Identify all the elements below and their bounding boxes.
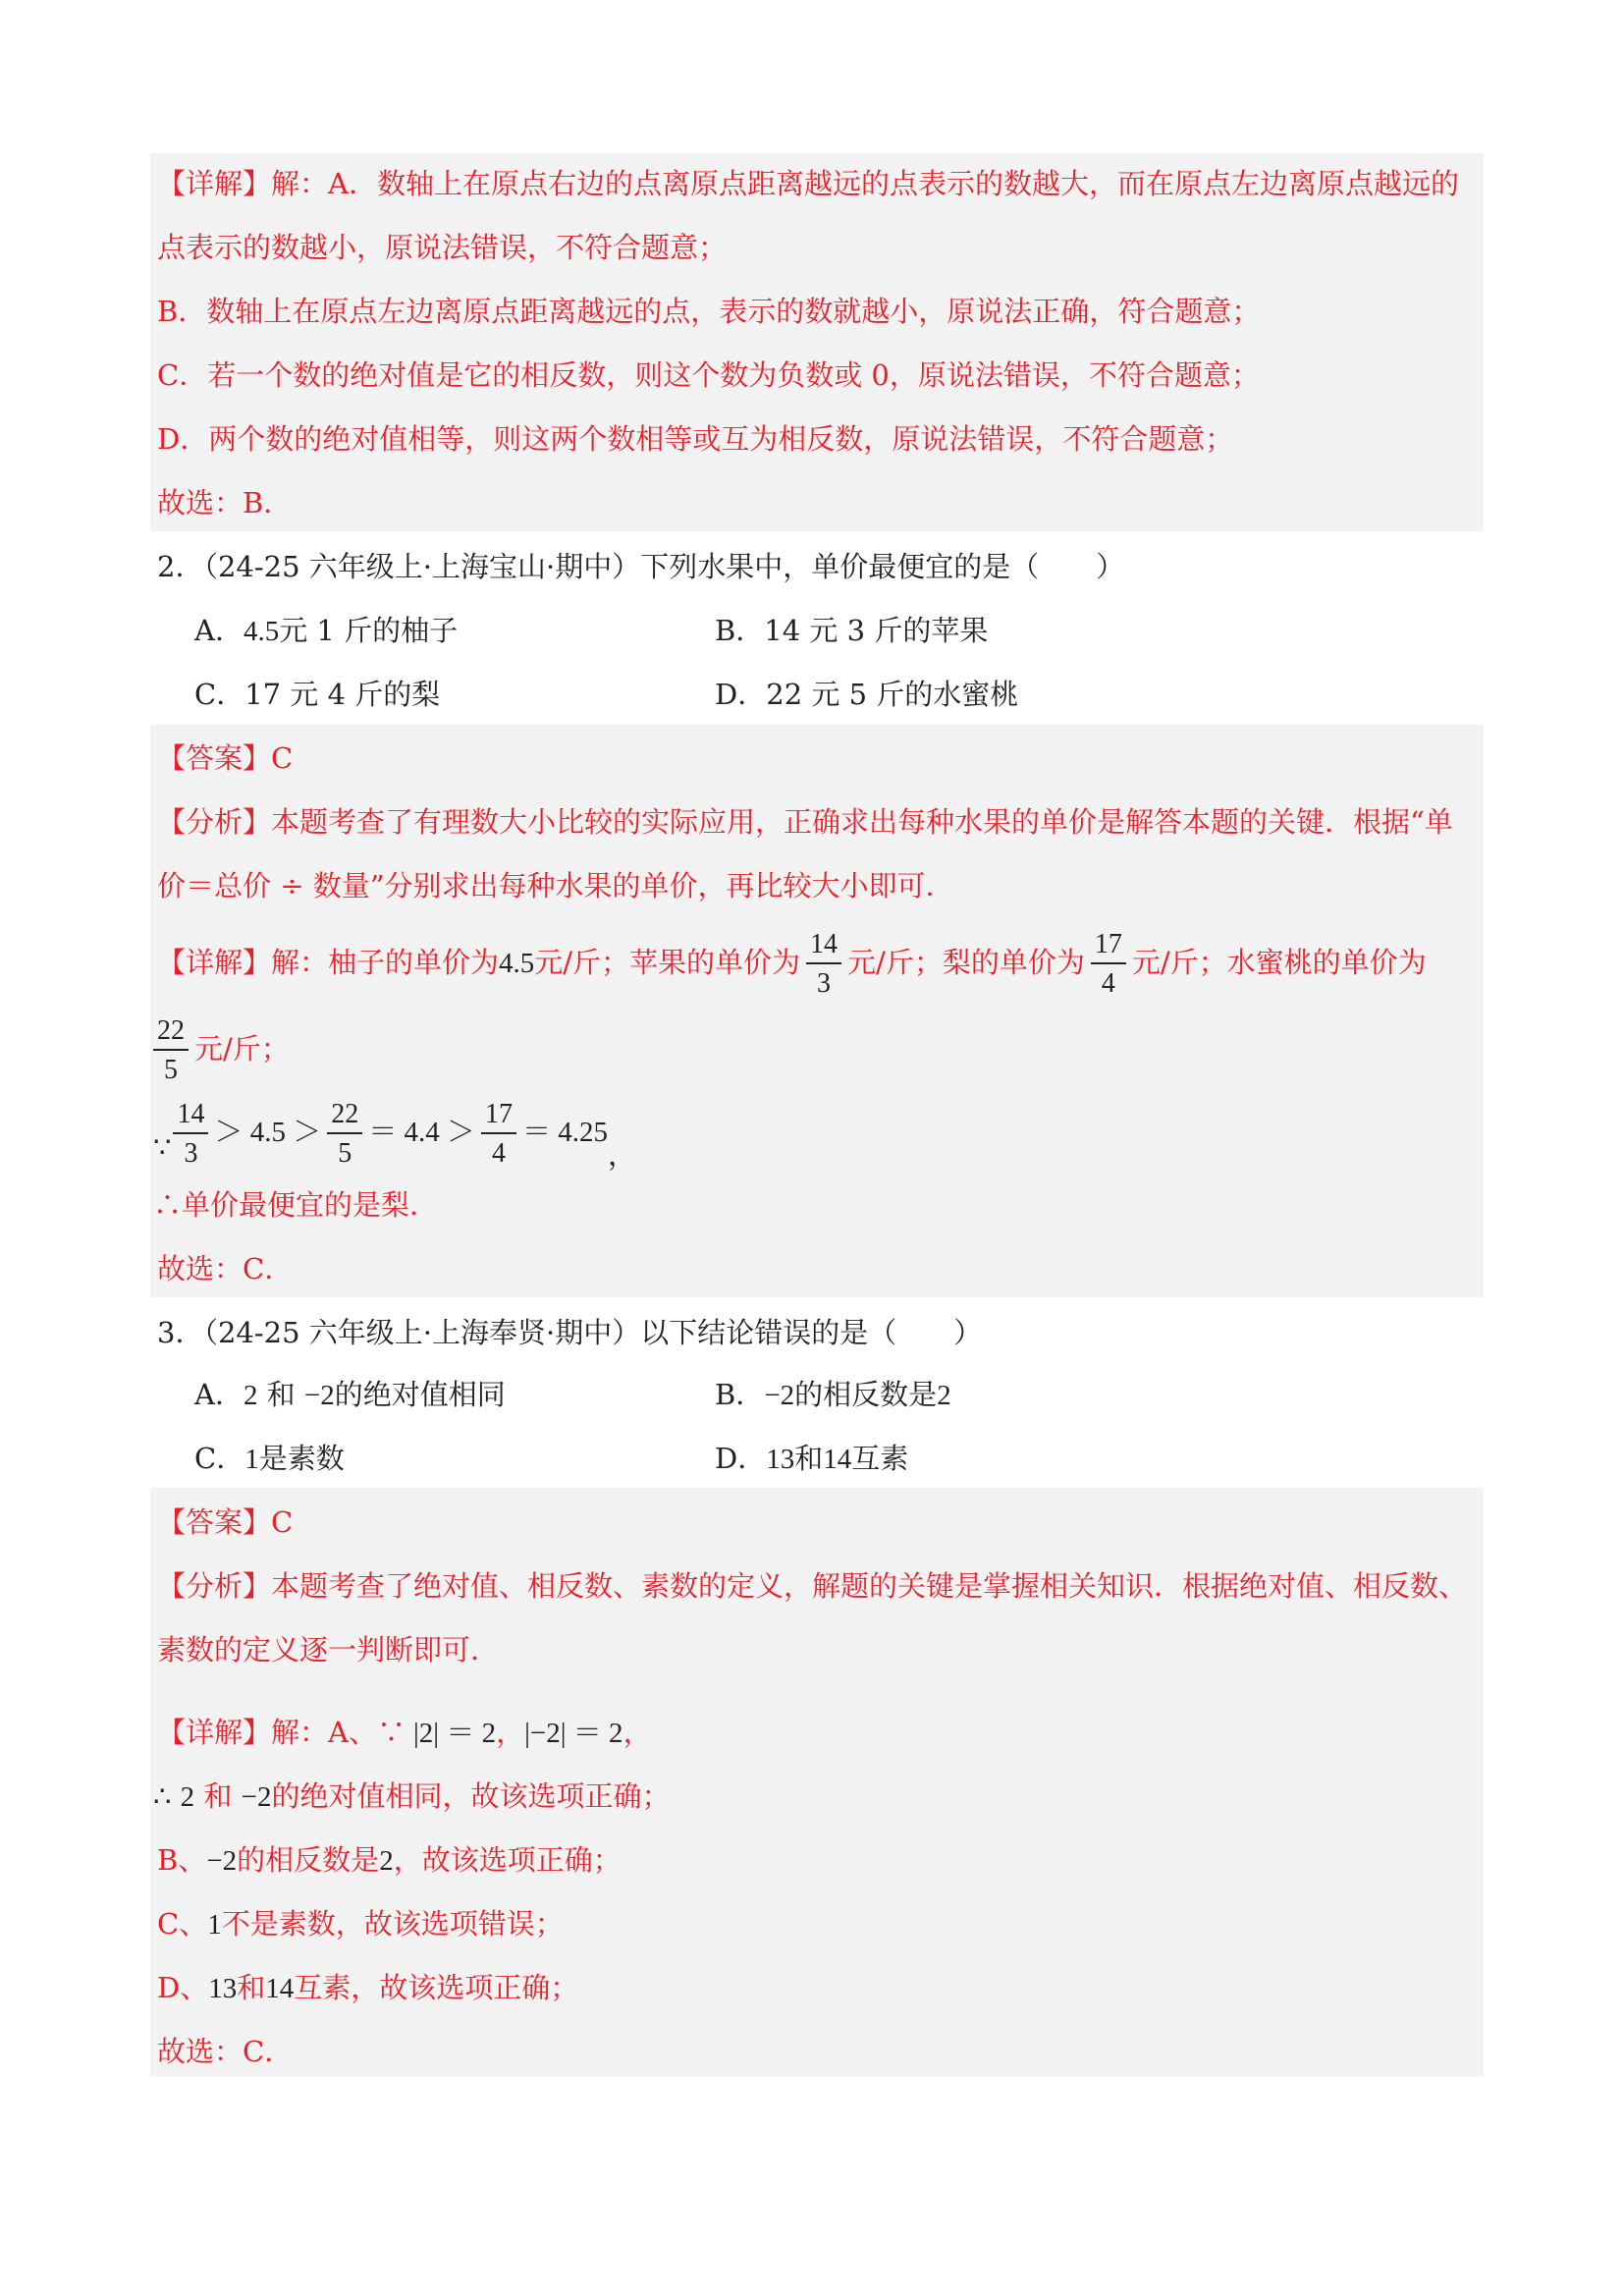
q3-detail-a — [153, 1777, 671, 1817]
q2-choice: 故选：C． — [157, 1252, 294, 1285]
q2-analysis-line2: 价＝总价 ÷ 数量”分别求出每种水果的单价，再比较大小即可． — [157, 869, 954, 902]
q3-option-c-math: 1 — [244, 1444, 259, 1475]
q2-detail-line — [157, 920, 1427, 1005]
q2-detail-t4: 元/斤； — [194, 1032, 290, 1066]
q2-option-a-num: 4.5 — [243, 616, 280, 647]
q1-detail-c: C．若一个数的绝对值是它的相反数，则这个数为负数或 0，原说法错误，不符合题意； — [157, 358, 1260, 392]
q3-detail-c — [157, 1904, 564, 1944]
q2-detail-num: 4.5 — [499, 948, 535, 979]
q2-frac-peach-num: 22 — [153, 1017, 189, 1051]
q3-option-a-text: 的绝对值相同 — [334, 1378, 506, 1411]
q3-detail-sep: ， — [496, 1716, 525, 1749]
q2-detail-t3: 元/斤；水蜜桃的单价为 — [1131, 946, 1427, 979]
q3-detail-end: ， — [622, 1716, 652, 1749]
q3-line-a-mid: 和 — [203, 1779, 233, 1813]
q3-option-d-label: D． — [715, 1442, 767, 1475]
q3-detail-abs2: |−2| ＝ 2 — [524, 1718, 623, 1749]
q2-frac-pear — [1091, 931, 1126, 998]
q1-detail-d: D．两个数的绝对值相等，则这两个数相等或互为相反数，原说法错误，不符合题意； — [157, 422, 1234, 456]
q1-detail-b: B．数轴上在原点左边离原点距离越远的点，表示的数就越小，原说法正确，符合题意； — [157, 295, 1261, 328]
q3-option-a-label: A． — [194, 1378, 243, 1411]
q3-option-d-mid: 和 — [794, 1442, 824, 1475]
q3-line-d-math1: 13 — [208, 1973, 238, 2004]
q3-option-b-math2: 2 — [937, 1380, 951, 1411]
q2-option-b: B．14 元 3 斤的苹果 — [715, 614, 989, 647]
q3-line-b-math2: 2 — [379, 1845, 394, 1877]
q2-detail-line-b — [153, 1007, 290, 1091]
q3-option-b-mid: 的相反数是 — [794, 1378, 938, 1411]
q3-option-a-math2: −2 — [303, 1380, 335, 1411]
q2-frac-peach — [153, 1017, 189, 1084]
q2-comparison-line — [153, 1090, 636, 1175]
q2-option-c: C．17 元 4 斤的梨 — [194, 678, 441, 711]
q2-stem: 2．（24-25 六年级上·上海宝山·期中）下列水果中，单价最便宜的是（ ） — [157, 550, 1125, 583]
q3-line-a-math2: −2 — [241, 1781, 272, 1813]
q2-option-d: D．22 元 5 斤的水蜜桃 — [715, 678, 1019, 711]
q2-frac-apple — [806, 931, 841, 998]
q2-frac-peach-den: 5 — [164, 1055, 178, 1085]
q2-cmp-gt1: ＞ 4.5 ＞ — [214, 1117, 322, 1148]
q2-detail-t2: 元/斤；梨的单价为 — [847, 946, 1085, 979]
q3-line-b-text: ，故该选项正确； — [393, 1843, 622, 1877]
q3-line-d-math2: 14 — [265, 1973, 295, 2004]
q3-detail-line — [157, 1713, 652, 1753]
q3-option-a — [194, 1375, 506, 1415]
q2-conclusion: ∴单价最便宜的是梨． — [153, 1188, 439, 1222]
q3-line-b-math1: −2 — [206, 1845, 238, 1877]
q3-line-d-label: D、 — [157, 1971, 209, 2004]
q2-detail-prefix: 【详解】解：柚子的单价为 — [157, 946, 500, 979]
q2-option-a-text: 元 1 斤的柚子 — [279, 614, 459, 647]
q2-frac-apple-den: 3 — [817, 968, 832, 999]
q3-option-d — [715, 1439, 908, 1479]
q3-line-d-mid: 和 — [237, 1971, 266, 2004]
q2-cmp-frac-pear-num: 17 — [481, 1101, 516, 1134]
q3-detail-b — [157, 1840, 622, 1881]
q1-solution-block — [150, 153, 1484, 531]
q3-detail-prefix: 【详解】解：A、∵ — [157, 1716, 406, 1749]
q3-option-b-label: B． — [715, 1378, 765, 1411]
q3-option-c-text: 是素数 — [258, 1442, 345, 1475]
q2-frac-pear-den: 4 — [1101, 968, 1115, 999]
q3-line-d-text: 互素，故该选项正确； — [294, 1971, 579, 2004]
q3-answer: 【答案】C — [157, 1505, 294, 1539]
q3-choice: 故选：C． — [157, 2035, 294, 2068]
q3-analysis-line1: 【分析】本题考查了绝对值、相反数、素数的定义，解题的关键是掌握相关知识．根据绝对值、相反数、 — [157, 1569, 1468, 1603]
q2-analysis-line1: 【分析】本题考查了有理数大小比较的实际应用，正确求出每种水果的单价是解答本题的关键．根据“单 — [157, 805, 1453, 839]
q3-line-a-text: 的绝对值相同，故该选项正确； — [271, 1779, 671, 1813]
q3-analysis-line2: 素数的定义逐一判断即可． — [157, 1633, 500, 1667]
q3-option-d-math1: 13 — [766, 1444, 795, 1475]
q3-option-b-math1: −2 — [764, 1380, 795, 1411]
q2-frac-apple-num: 14 — [806, 931, 841, 964]
q2-cmp-frac-apple — [173, 1101, 208, 1168]
q2-cmp-frac-peach-num: 22 — [327, 1101, 362, 1134]
q3-line-c-math: 1 — [207, 1909, 222, 1941]
q2-cmp-frac-apple-num: 14 — [173, 1101, 208, 1134]
because-symbol: ∵ — [153, 1132, 172, 1164]
q2-cmp-eq1: ＝ 4.4 ＞ — [368, 1117, 475, 1148]
q3-option-c-label: C． — [194, 1442, 245, 1475]
q3-option-b — [715, 1375, 951, 1415]
q1-choice: 故选：B． — [157, 486, 293, 519]
q3-line-b-mid: 的相反数是 — [237, 1843, 380, 1877]
q3-detail-d — [157, 1968, 578, 2008]
q1-detail-line1: 【详解】解：A．数轴上在原点右边的点离原点距离越远的点表示的数越大，而在原点左边离原点越远的 — [157, 167, 1459, 200]
q3-line-c-text: 不是素数，故该选项错误； — [221, 1907, 564, 1941]
q3-option-c — [194, 1439, 345, 1479]
q3-option-d-math2: 14 — [823, 1444, 852, 1475]
q3-stem: 3．（24-25 六年级上·上海奉贤·期中）以下结论错误的是（ ） — [157, 1316, 983, 1349]
q2-cmp-frac-apple-den: 3 — [184, 1138, 198, 1170]
therefore-symbol: ∴ — [153, 1781, 172, 1813]
q2-option-a-label: A． — [194, 614, 243, 647]
q3-option-a-mid: 和 — [266, 1378, 296, 1411]
q3-option-d-text: 互素 — [851, 1442, 909, 1475]
q2-option-a — [194, 611, 458, 651]
q2-cmp-comma: ， — [608, 1140, 637, 1172]
q2-cmp-frac-peach-den: 5 — [338, 1138, 352, 1170]
q2-answer: 【答案】C — [157, 741, 294, 775]
q3-line-b-label: B、 — [157, 1843, 207, 1877]
q3-line-c-label: C、 — [157, 1907, 208, 1941]
q3-detail-abs1: |2| ＝ 2 — [412, 1718, 497, 1749]
q1-detail-line2: 点表示的数越小，原说法错误，不符合题意； — [157, 231, 728, 264]
q2-cmp-eq2: ＝ 4.25 — [521, 1117, 608, 1148]
q2-frac-pear-num: 17 — [1091, 931, 1126, 964]
q2-cmp-frac-peach — [327, 1101, 362, 1168]
q3-option-a-math1: 2 — [243, 1380, 258, 1411]
q3-line-a-math1: 2 — [180, 1781, 195, 1813]
q2-detail-t1: 元/斤；苹果的单价为 — [534, 946, 801, 979]
q2-cmp-frac-pear-den: 4 — [491, 1138, 506, 1170]
q2-cmp-frac-pear — [481, 1101, 516, 1168]
